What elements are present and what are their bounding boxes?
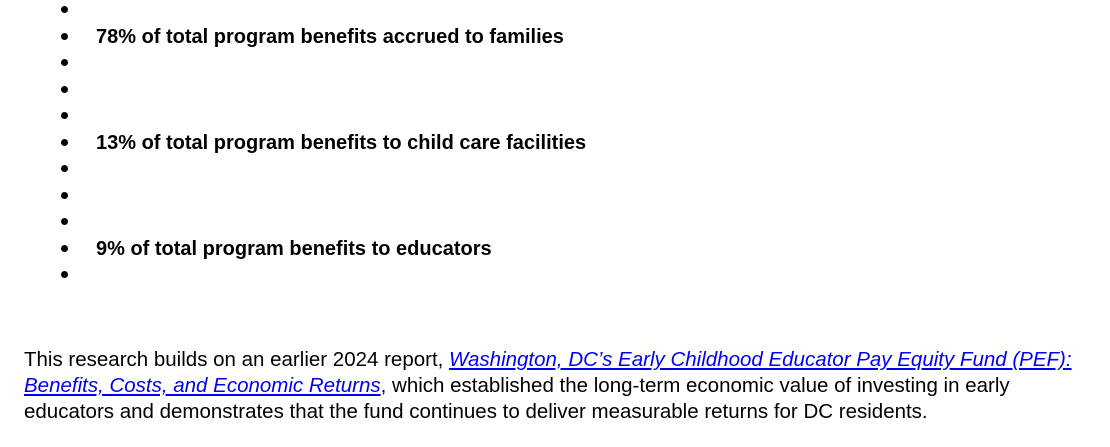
list-item bbox=[0, 156, 1110, 183]
paragraph-intro-text: This research builds on an earlier 2024 report, bbox=[24, 348, 450, 371]
list-item bbox=[0, 50, 1110, 77]
bullet-dot-icon bbox=[61, 165, 68, 172]
list-item bbox=[0, 103, 1110, 130]
list-item bbox=[0, 183, 1110, 210]
bullet-text: 9% of total program benefits to educators bbox=[96, 237, 492, 260]
bullet-dot-icon bbox=[61, 139, 68, 146]
bullet-dot-icon bbox=[61, 192, 68, 199]
bullet-dot-icon bbox=[61, 86, 68, 93]
list-item bbox=[0, 24, 1110, 51]
list-item bbox=[0, 236, 1110, 263]
bullet-dot-icon bbox=[61, 245, 68, 252]
list-item bbox=[0, 77, 1110, 104]
paragraph-closing-text: , which established the long-term economic value of investing in early educators and demonstrates that the fund continues to deliver measurable returns for DC residents. bbox=[24, 374, 1010, 423]
report-link[interactable]: Washington, DC’s Early Childhood Educator Pay Equity Fund (PEF): Benefits, Costs, and Economic Returns bbox=[24, 348, 1072, 397]
bullet-text: 78% of total program benefits accrued to families bbox=[96, 25, 564, 48]
list-item bbox=[0, 130, 1110, 157]
list-item bbox=[0, 0, 1110, 24]
bullet-dot-icon bbox=[61, 218, 68, 225]
list-item bbox=[0, 262, 1110, 289]
body-paragraph bbox=[24, 347, 1104, 425]
bullet-dot-icon bbox=[61, 59, 68, 66]
bullet-dot-icon bbox=[61, 271, 68, 278]
bullet-dot-icon bbox=[61, 112, 68, 119]
bullet-dot-icon bbox=[61, 6, 68, 13]
bullet-text: 13% of total program benefits to child care facilities bbox=[96, 131, 587, 154]
bullet-dot-icon bbox=[61, 33, 68, 40]
list-item bbox=[0, 209, 1110, 236]
